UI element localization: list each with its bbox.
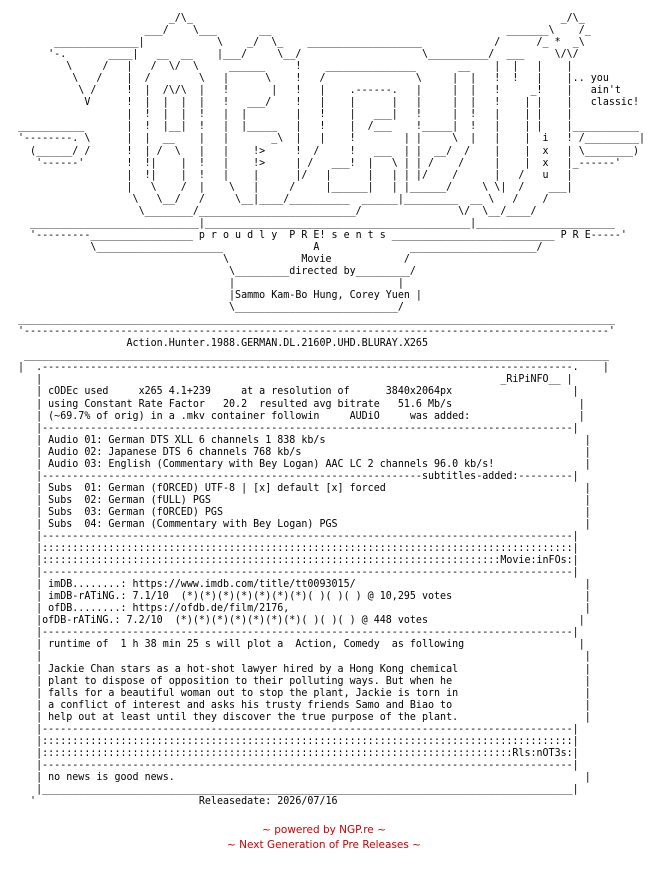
nfo-ascii-document: _/\_ _/\_ ___/ \___ __ _______\ /_ ______________| \ _/ \_ ___________________ / /_ * _\ '-. ____| __ __ |___/ \__/ \__________/ ___ \/\/ \ / | / \/ \ ______ ! _______________ __ | | | | \ / | / \ | \ ! / \ | | ! ! | |.. you \ / ! | /\/\ | ! | ! | .------. | | | ! _! | ain't V ! | | | | ! ___/ ! | | | | | | ! | | | classic! | ! | | ! | | | ! | ___| ! | ! | | | | ___________ | ! |__| ! | |_____ | ! | /___ !_____| ! | | | |___________ '--------. \ | | __ | | _\ | | ! | | \ | | | i ! /_________| (______/ / ! | / \ | | !> ! / ! ___ | | __/ / | | x | \________) '------' ! !| | ! | !> | / ___! | \ | | / / | | x |_------' | !| | ! | | |/ | | | | |/ / | / u | | \ / | \ | / |______| | |______/ \ \| / ___| \ \__/ / \__|____/__________ ______|_________ __ \ / / \________/__________________________/ \/ \__/____/ ____________________________|____________________________________________|_______________________ '---------_________________ p r o u d l y P R E! s e n t s ___________________________ P R E-----' \_____________________ A _____________________/ \ Movie / \_________directed by_________/ | | |Sammo Kam-Bo Hung, Corey Yuen | \___________________________/ ___________________________________________________________________________________________________ '-------------------------------------------------------------------------------------------------' Action.Hunter.1988.GERMAN.DL.2160P.UHD.BLURAY.X265 _________________________________________________________________________________________________ | .----------------------------------------------------------------------------------------. | | _RiPiNFO__ | | cODEc used x265 4.1+239 at a resolution of 3840x2064px | | using Constant Rate Factor 20.2 resulted avg bitrate 51.6 Mb/s | | (~69.7% of orig) in a .mkv container followin AUDiO was added: | |----------------------------------------------------------------------------------------| | Audio 01: German DTS XLL 6 channels 1 838 kb/s | | Audio 02: Japanese DTS 6 channels 768 kb/s | | Audio 03: English (Commentary with Bey Logan) AAC LC 2 channels 96.0 kb/s! | |---------------------------------------------------------------subtitles-added:---------| | Subs 01: German (fORCED) UTF-8 | [x] default [x] forced | | Subs 02: German (fULL) PGS | | Subs 03: German (fORCED) PGS | | Subs 04: German (Commentary with Bey Logan) PGS | |----------------------------------------------------------------------------------------| |::::::::::::::::::::::::::::::::::::::::::::::::::::::::::::::::::::::::::::::::::::::::| |::::::::::::::::::::::::::::::::::::::::::::::::::::::::::::::::::::::::::::Movie:inFOs:| |----------------------------------------------------------------------------------------| | imDB........: https://www.imdb.com/title/tt0093015/ | | imDB-rATiNG.: 7.1/10 (*)(*)(*)(*)(*)(*)(*)( )( )( ) @ 10,295 votes | | ofDB........: https://ofdb.de/film/2176, | |ofDB-rATiNG.: 7.2/10 (*)(*)(*)(*)(*)(*)(*)( )( )( ) @ 448 votes | |----------------------------------------------------------------------------------------| | runtime of 1 h 38 min 25 s will plot a Action, Comedy as following | | | | Jackie Chan stars as a hot-shot lawyer hired by a Hong Kong chemical | | plant to dispose of opposition to their polluting ways. But when he | | falls for a beautiful woman out to stop the plant, Jackie is torn in | | a conflict of interest and asks his trusty friends Samo and Biao to | | help out at least until they discover the true purpose of the plant. | |----------------------------------------------------------------------------------------| |::::::::::::::::::::::::::::::::::::::::::::::::::::::::::::::::::::::::::::::::::::::::| |::::::::::::::::::::::::::::::::::::::::::::::::::::::::::::::::::::::::::::::Rls:nOT3s:| |----------------------------------------------------------------------------------------| | no news is good news. | |________________________________________________________________________________________| ' Releasedate: 2026/07/16 — [18, 11, 646, 808]
footer-powered-by: ~ powered by NGP.re ~ — [262, 824, 386, 836]
footer-tagline: ~ Next Generation of Pre Releases ~ — [227, 839, 421, 851]
